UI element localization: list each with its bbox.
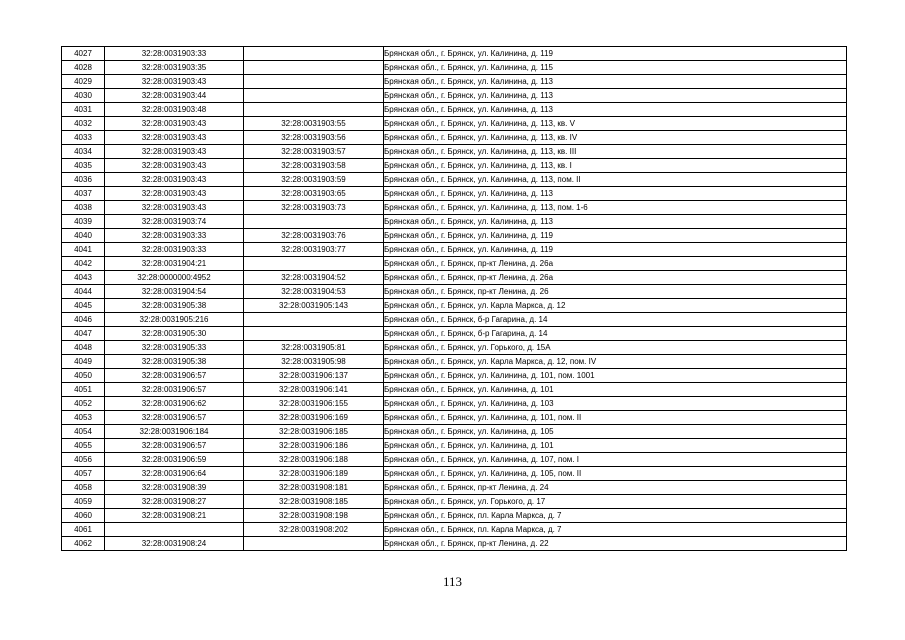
row-number-cell: 4040 [62,229,105,243]
table-row [62,173,847,187]
premises-cadastral-number-cell [244,61,384,75]
row-number-cell: 4034 [62,145,105,159]
table-row [62,215,847,229]
row-number-cell: 4045 [62,299,105,313]
row-number-cell: 4053 [62,411,105,425]
row-number-cell: 4042 [62,257,105,271]
address-cell: Брянская обл., г. Брянск, б-р Гагарина, д. 14 [384,313,847,327]
premises-cadastral-number-cell: 32:28:0031906:155 [244,397,384,411]
table-row [62,537,847,551]
row-number-cell: 4039 [62,215,105,229]
table-row [62,159,847,173]
cadastral-number-cell: 32:28:0031906:62 [105,397,244,411]
row-number-cell: 4047 [62,327,105,341]
address-cell: Брянская обл., г. Брянск, пр-кт Ленина, д. 26 [384,285,847,299]
address-cell: Брянская обл., г. Брянск, ул. Калинина, д. 113, кв. IV [384,131,847,145]
row-number-cell: 4051 [62,383,105,397]
premises-cadastral-number-cell: 32:28:0031904:52 [244,271,384,285]
cadastral-number-cell: 32:28:0031903:43 [105,75,244,89]
address-cell: Брянская обл., г. Брянск, ул. Калинина, д. 119 [384,243,847,257]
address-cell: Брянская обл., г. Брянск, ул. Калинина, д. 101 [384,383,847,397]
premises-cadastral-number-cell: 32:28:0031906:169 [244,411,384,425]
cadastral-number-cell: 32:28:0031904:21 [105,257,244,271]
table-row [62,439,847,453]
address-cell: Брянская обл., г. Брянск, ул. Калинина, д. 119 [384,47,847,61]
cadastral-number-cell: 32:28:0031908:21 [105,509,244,523]
cadastral-number-cell: 32:28:0031903:33 [105,243,244,257]
table-row [62,467,847,481]
row-number-cell: 4059 [62,495,105,509]
cadastral-number-cell: 32:28:0000000:4952 [105,271,244,285]
premises-cadastral-number-cell [244,327,384,341]
row-number-cell: 4041 [62,243,105,257]
address-cell: Брянская обл., г. Брянск, ул. Калинина, д. 119 [384,229,847,243]
table-row [62,145,847,159]
cadastral-number-cell: 32:28:0031903:43 [105,159,244,173]
cadastral-number-cell [105,523,244,537]
cadastral-number-cell: 32:28:0031906:64 [105,467,244,481]
row-number-cell: 4056 [62,453,105,467]
table-row [62,411,847,425]
cadastral-number-cell: 32:28:0031905:216 [105,313,244,327]
premises-cadastral-number-cell: 32:28:0031903:58 [244,159,384,173]
premises-cadastral-number-cell [244,47,384,61]
cadastral-number-cell: 32:28:0031903:74 [105,215,244,229]
row-number-cell: 4043 [62,271,105,285]
premises-cadastral-number-cell: 32:28:0031903:57 [244,145,384,159]
address-cell: Брянская обл., г. Брянск, ул. Калинина, д. 113 [384,103,847,117]
address-cell: Брянская обл., г. Брянск, ул. Горького, д. 17 [384,495,847,509]
premises-cadastral-number-cell: 32:28:0031903:76 [244,229,384,243]
table-row [62,75,847,89]
table-row [62,495,847,509]
cadastral-number-cell: 32:28:0031905:33 [105,341,244,355]
premises-cadastral-number-cell: 32:28:0031903:65 [244,187,384,201]
row-number-cell: 4057 [62,467,105,481]
address-cell: Брянская обл., г. Брянск, ул. Калинина, д. 101, пом. II [384,411,847,425]
table-row [62,229,847,243]
row-number-cell: 4060 [62,509,105,523]
premises-cadastral-number-cell [244,257,384,271]
row-number-cell: 4061 [62,523,105,537]
address-cell: Брянская обл., г. Брянск, ул. Калинина, д. 113, кв. I [384,159,847,173]
row-number-cell: 4058 [62,481,105,495]
row-number-cell: 4054 [62,425,105,439]
row-number-cell: 4048 [62,341,105,355]
premises-cadastral-number-cell: 32:28:0031903:56 [244,131,384,145]
cadastral-number-cell: 32:28:0031905:38 [105,355,244,369]
premises-cadastral-number-cell: 32:28:0031905:81 [244,341,384,355]
premises-cadastral-number-cell: 32:28:0031903:73 [244,201,384,215]
cadastral-number-cell: 32:28:0031906:59 [105,453,244,467]
cadastral-number-cell: 32:28:0031903:35 [105,61,244,75]
premises-cadastral-number-cell: 32:28:0031904:53 [244,285,384,299]
page-number: 113 [442,574,463,589]
row-number-cell: 4029 [62,75,105,89]
cadastral-number-cell: 32:28:0031903:33 [105,47,244,61]
address-cell: Брянская обл., г. Брянск, б-р Гагарина, д. 14 [384,327,847,341]
cadastral-number-cell: 32:28:0031903:33 [105,229,244,243]
address-cell: Брянская обл., г. Брянск, ул. Калинина, д. 113 [384,187,847,201]
row-number-cell: 4037 [62,187,105,201]
table-row [62,481,847,495]
address-cell: Брянская обл., г. Брянск, ул. Калинина, д. 101 [384,439,847,453]
row-number-cell: 4035 [62,159,105,173]
premises-cadastral-number-cell [244,75,384,89]
row-number-cell: 4038 [62,201,105,215]
premises-cadastral-number-cell [244,103,384,117]
cadastral-number-cell: 32:28:0031903:43 [105,117,244,131]
address-cell: Брянская обл., г. Брянск, ул. Калинина, д. 113, пом. II [384,173,847,187]
table-row [62,397,847,411]
address-cell: Брянская обл., г. Брянск, пл. Карла Маркса, д. 7 [384,523,847,537]
table-row [62,523,847,537]
table-row [62,257,847,271]
address-cell: Брянская обл., г. Брянск, пл. Карла Маркса, д. 7 [384,509,847,523]
premises-cadastral-number-cell: 32:28:0031906:141 [244,383,384,397]
address-cell: Брянская обл., г. Брянск, ул. Калинина, д. 113 [384,75,847,89]
premises-cadastral-number-cell: 32:28:0031906:189 [244,467,384,481]
address-cell: Брянская обл., г. Брянск, ул. Калинина, д. 113 [384,89,847,103]
table-row [62,103,847,117]
cadastral-number-cell: 32:28:0031908:24 [105,537,244,551]
premises-cadastral-number-cell: 32:28:0031903:55 [244,117,384,131]
row-number-cell: 4049 [62,355,105,369]
table-row [62,355,847,369]
premises-cadastral-number-cell: 32:28:0031905:143 [244,299,384,313]
table-row [62,201,847,215]
address-cell: Брянская обл., г. Брянск, ул. Калинина, д. 101, пом. 1001 [384,369,847,383]
row-number-cell: 4046 [62,313,105,327]
cadastral-number-cell: 32:28:0031906:57 [105,439,244,453]
premises-cadastral-number-cell: 32:28:0031906:188 [244,453,384,467]
cadastral-number-cell: 32:28:0031904:54 [105,285,244,299]
table-row [62,369,847,383]
table-row [62,509,847,523]
row-number-cell: 4055 [62,439,105,453]
row-number-cell: 4032 [62,117,105,131]
table-row [62,187,847,201]
address-cell: Брянская обл., г. Брянск, пр-кт Ленина, д. 26а [384,271,847,285]
premises-cadastral-number-cell: 32:28:0031905:98 [244,355,384,369]
registry-table-body [62,47,847,551]
table-row [62,285,847,299]
premises-cadastral-number-cell: 32:28:0031908:202 [244,523,384,537]
cadastral-number-cell: 32:28:0031903:44 [105,89,244,103]
cadastral-number-cell: 32:28:0031906:184 [105,425,244,439]
premises-cadastral-number-cell: 32:28:0031906:137 [244,369,384,383]
table-row [62,61,847,75]
premises-cadastral-number-cell: 32:28:0031906:186 [244,439,384,453]
address-cell: Брянская обл., г. Брянск, пр-кт Ленина, д. 22 [384,537,847,551]
address-cell: Брянская обл., г. Брянск, ул. Калинина, д. 113, кв. V [384,117,847,131]
row-number-cell: 4044 [62,285,105,299]
premises-cadastral-number-cell: 32:28:0031908:185 [244,495,384,509]
address-cell: Брянская обл., г. Брянск, ул. Карла Маркса, д. 12 [384,299,847,313]
table-row [62,117,847,131]
address-cell: Брянская обл., г. Брянск, ул. Калинина, д. 113 [384,215,847,229]
address-cell: Брянская обл., г. Брянск, пр-кт Ленина, д. 26а [384,257,847,271]
table-row [62,341,847,355]
address-cell: Брянская обл., г. Брянск, ул. Калинина, д. 115 [384,61,847,75]
address-cell: Брянская обл., г. Брянск, ул. Калинина, д. 105 [384,425,847,439]
premises-cadastral-number-cell [244,313,384,327]
premises-cadastral-number-cell: 32:28:0031903:59 [244,173,384,187]
address-cell: Брянская обл., г. Брянск, ул. Калинина, д. 103 [384,397,847,411]
address-cell: Брянская обл., г. Брянск, ул. Карла Маркса, д. 12, пом. IV [384,355,847,369]
table-row [62,89,847,103]
cadastral-number-cell: 32:28:0031903:43 [105,201,244,215]
address-cell: Брянская обл., г. Брянск, пр-кт Ленина, д. 24 [384,481,847,495]
premises-cadastral-number-cell: 32:28:0031908:198 [244,509,384,523]
cadastral-number-cell: 32:28:0031903:43 [105,131,244,145]
table-row [62,313,847,327]
cadastral-number-cell: 32:28:0031906:57 [105,383,244,397]
table-row [62,243,847,257]
row-number-cell: 4030 [62,89,105,103]
premises-cadastral-number-cell [244,215,384,229]
row-number-cell: 4052 [62,397,105,411]
cadastral-number-cell: 32:28:0031903:43 [105,173,244,187]
address-cell: Брянская обл., г. Брянск, ул. Горького, д. 15А [384,341,847,355]
address-cell: Брянская обл., г. Брянск, ул. Калинина, д. 105, пом. II [384,467,847,481]
cadastral-number-cell: 32:28:0031908:39 [105,481,244,495]
row-number-cell: 4036 [62,173,105,187]
table-row [62,453,847,467]
row-number-cell: 4050 [62,369,105,383]
table-row [62,327,847,341]
premises-cadastral-number-cell [244,537,384,551]
table-row [62,271,847,285]
premises-cadastral-number-cell: 32:28:0031908:181 [244,481,384,495]
table-row [62,383,847,397]
premises-cadastral-number-cell: 32:28:0031906:185 [244,425,384,439]
cadastral-number-cell: 32:28:0031903:43 [105,187,244,201]
row-number-cell: 4031 [62,103,105,117]
row-number-cell: 4028 [62,61,105,75]
address-cell: Брянская обл., г. Брянск, ул. Калинина, д. 113, кв. III [384,145,847,159]
table-row [62,131,847,145]
premises-cadastral-number-cell: 32:28:0031903:77 [244,243,384,257]
premises-cadastral-number-cell [244,89,384,103]
cadastral-number-cell: 32:28:0031906:57 [105,369,244,383]
row-number-cell: 4027 [62,47,105,61]
cadastral-number-cell: 32:28:0031906:57 [105,411,244,425]
cadastral-number-cell: 32:28:0031905:38 [105,299,244,313]
cadastral-number-cell: 32:28:0031908:27 [105,495,244,509]
cadastral-number-cell: 32:28:0031905:30 [105,327,244,341]
cadastral-number-cell: 32:28:0031903:43 [105,145,244,159]
registry-table [61,46,847,551]
address-cell: Брянская обл., г. Брянск, ул. Калинина, д. 107, пом. I [384,453,847,467]
address-cell: Брянская обл., г. Брянск, ул. Калинина, д. 113, пом. 1-6 [384,201,847,215]
row-number-cell: 4062 [62,537,105,551]
cadastral-number-cell: 32:28:0031903:48 [105,103,244,117]
table-row [62,299,847,313]
row-number-cell: 4033 [62,131,105,145]
table-row [62,47,847,61]
table-row [62,425,847,439]
